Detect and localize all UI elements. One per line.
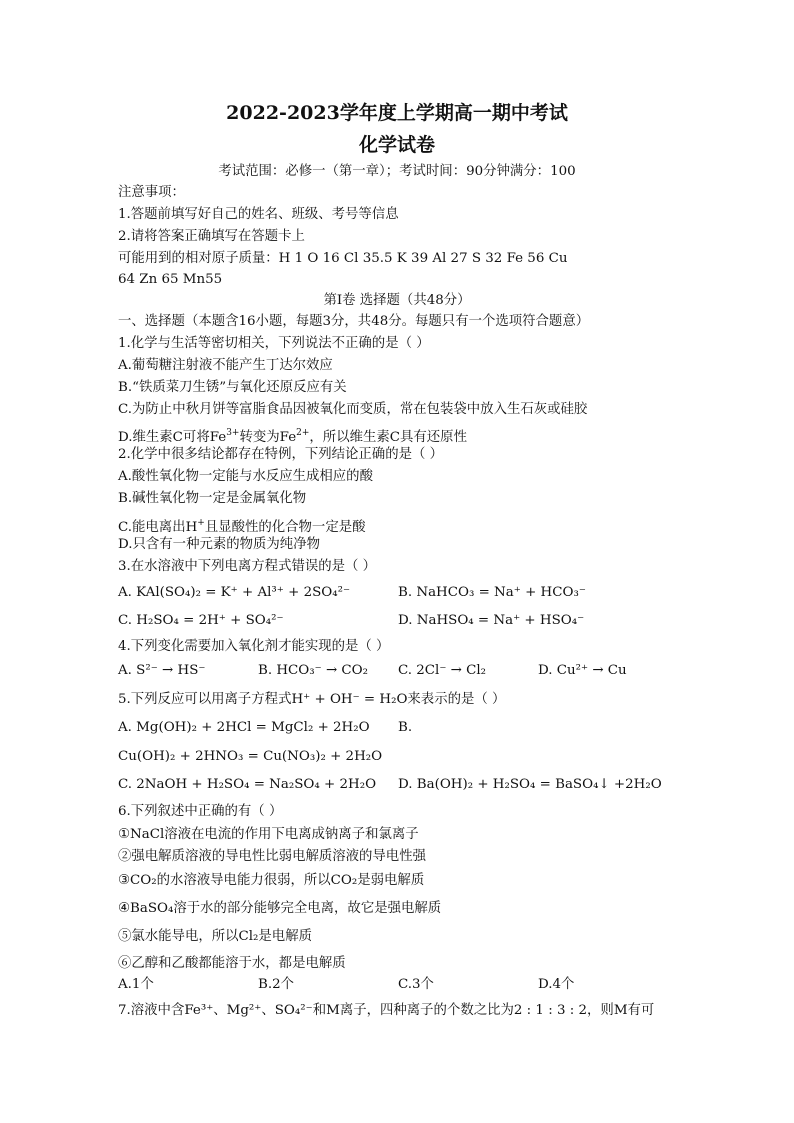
q3-option-b: B. NaHCO₃ = Na⁺ + HCO₃⁻	[398, 585, 586, 600]
q1-option-c: C.为防止中秋月饼等富脂食品因被氧化而变质，常在包装袋中放入生石灰或硅胶	[118, 402, 588, 417]
q5-option-c: C. 2NaOH + H₂SO₄ = Na₂SO₄ + 2H₂O	[118, 777, 377, 792]
q5-options-row-1	[118, 719, 678, 737]
q2-c-pre: C.能电离出H	[118, 520, 198, 535]
q4-option-c: C. 2Cl⁻ → Cl₂	[398, 663, 487, 678]
notes-heading: 注意事项：	[118, 185, 185, 200]
q5-option-b: Cu(OH)₂ + 2HNO₃ = Cu(NO₃)₂ + 2H₂O	[118, 749, 383, 764]
q5-options-row-2	[118, 776, 678, 794]
q5-option-d: D. Ba(OH)₂ + H₂SO₄ = BaSO₄↓ +2H₂O	[398, 777, 662, 792]
q6-statement-5: ⑤氯水能导电，所以Cl₂是电解质	[118, 929, 312, 944]
q3-stem: 3.在水溶液中下列电离方程式错误的是（ ）	[118, 559, 377, 574]
q6-options-row	[118, 976, 678, 994]
q5-stem: 5.下列反应可以用离子方程式H⁺ + OH⁻ = H₂O来表示的是（ ）	[118, 692, 506, 707]
section-instructions: 一、选择题（本题含16小题，每题3分，共48分。每题只有一个选项符合题意）	[118, 314, 590, 329]
q4-options-row	[118, 662, 678, 680]
note-item-1: 1.答题前填写好自己的姓名、班级、考号等信息	[118, 207, 399, 222]
q3-option-a: A. KAl(SO₄)₂ = K⁺ + Al³⁺ + 2SO₄²⁻	[118, 585, 351, 600]
q1-option-b: B.“铁质菜刀生锈”与氧化还原反应有关	[118, 380, 347, 395]
q3-options-row-2	[118, 612, 678, 630]
q4-option-d: D. Cu²⁺ → Cu	[538, 663, 627, 678]
q2-c-post: 且显酸性的化合物一定是酸	[204, 520, 366, 535]
q3-option-d: D. NaHSO₄ = Na⁺ + HSO₄⁻	[398, 613, 585, 628]
atomic-mass-line-1: 可能用到的相对原子质量：H 1 O 16 Cl 35.5 K 39 Al 27 S 32 Fe 56 Cu	[118, 251, 568, 266]
q1-d-sup1: 3+	[226, 428, 240, 438]
exam-info: 考试范围：必修一（第一章）；考试时间：90分钟满分：100	[218, 164, 576, 179]
q6-statement-6: ⑥乙醇和乙酸都能溶于水，都是电解质	[118, 956, 346, 971]
q1-d-mid: 转变为Fe	[239, 430, 297, 445]
q2-option-b: B.碱性氧化物一定是金属氧化物	[118, 491, 307, 506]
exam-subtitle: 化学试卷	[358, 134, 435, 156]
q6-option-d: D.4个	[538, 977, 575, 992]
q1-option-a: A.葡萄糖注射液不能产生丁达尔效应	[118, 358, 333, 373]
q6-statement-1: ①NaCl溶液在电流的作用下电离成钠离子和氯离子	[118, 827, 419, 842]
q4-option-b: B. HCO₃⁻ → CO₂	[258, 663, 369, 678]
q2-option-a: A.酸性氧化物一定能与水反应生成相应的酸	[118, 469, 373, 484]
exam-title: 2022-2023学年度上学期高一期中考试	[226, 102, 568, 124]
q7-stem: 7.溶液中含Fe³⁺、Mg²⁺、SO₄²⁻和M离子，四种离子的个数之比为2 : 1 : 3 : 2，则M有可	[118, 1003, 655, 1018]
note-item-2: 2.请将答案正确填写在答题卡上	[118, 229, 305, 244]
q5-option-b-label: B.	[398, 720, 413, 735]
q1-stem: 1.化学与生活等密切相关，下列说法不正确的是（ ）	[118, 336, 430, 351]
q1-d-post: ，所以维生素C具有还原性	[309, 430, 467, 445]
q6-option-b: B.2个	[258, 977, 295, 992]
q5-option-a: A. Mg(OH)₂ + 2HCl = MgCl₂ + 2H₂O	[118, 720, 370, 735]
q1-option-d	[118, 424, 467, 447]
q2-option-d: D.只含有一种元素的物质为纯净物	[118, 537, 320, 552]
q6-statement-3: ③CO₂的水溶液导电能力很弱，所以CO₂是弱电解质	[118, 873, 425, 888]
q2-stem: 2.化学中很多结论都存在特例，下列结论正确的是（ ）	[118, 447, 444, 462]
q6-stem: 6.下列叙述中正确的有（ ）	[118, 804, 283, 819]
q3-options-row-1	[118, 584, 678, 602]
q4-stem: 4.下列变化需要加入氧化剂才能实现的是（ ）	[118, 639, 390, 654]
q6-option-a: A.1个	[118, 977, 154, 992]
section-title: 第I卷 选择题（共48分）	[323, 293, 471, 308]
q6-statement-4: ④BaSO₄溶于水的部分能够完全电离，故它是强电解质	[118, 901, 442, 916]
q4-option-a: A. S²⁻ → HS⁻	[118, 663, 206, 678]
q2-c-sup: +	[197, 518, 205, 528]
q6-option-c: C.3个	[398, 977, 434, 992]
q6-statement-2: ②强电解质溶液的导电性比弱电解质溶液的导电性强	[118, 849, 426, 864]
q2-option-c	[118, 514, 366, 537]
atomic-mass-line-2: 64 Zn 65 Mn55	[118, 272, 223, 287]
q1-d-pre: D.维生素C可将Fe	[118, 430, 227, 445]
q1-d-sup2: 2+	[296, 428, 310, 438]
q3-option-c: C. H₂SO₄ = 2H⁺ + SO₄²⁻	[118, 613, 284, 628]
